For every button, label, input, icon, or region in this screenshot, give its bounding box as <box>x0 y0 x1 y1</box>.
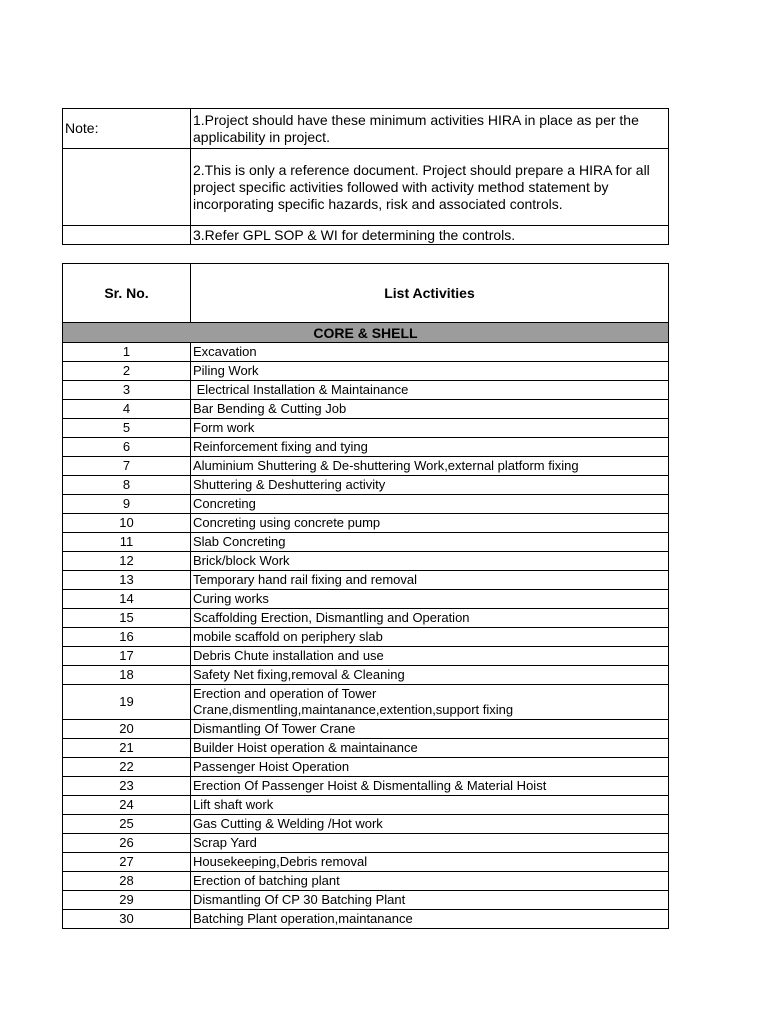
activity-cell: Scrap Yard <box>191 834 669 853</box>
activity-cell: Slab Concreting <box>191 533 669 552</box>
table-row <box>63 419 669 438</box>
sr-no-cell: 24 <box>63 796 191 815</box>
activity-cell: Temporary hand rail fixing and removal <box>191 571 669 590</box>
activities-table <box>62 263 669 929</box>
table-row <box>63 457 669 476</box>
sr-no-cell: 25 <box>63 815 191 834</box>
sr-no-cell: 20 <box>63 720 191 739</box>
activity-cell: Dismantling Of CP 30 Batching Plant <box>191 891 669 910</box>
sr-no-cell: 13 <box>63 571 191 590</box>
activity-cell: Housekeeping,Debris removal <box>191 853 669 872</box>
section-title: CORE & SHELL <box>63 323 669 343</box>
activity-cell: Passenger Hoist Operation <box>191 758 669 777</box>
sr-no-cell: 26 <box>63 834 191 853</box>
table-row <box>63 777 669 796</box>
sr-no-cell: 16 <box>63 628 191 647</box>
table-row <box>63 381 669 400</box>
note-empty-cell <box>63 226 191 245</box>
sr-no-cell: 30 <box>63 910 191 929</box>
table-row <box>63 400 669 419</box>
activity-cell: Gas Cutting & Welding /Hot work <box>191 815 669 834</box>
table-row <box>63 834 669 853</box>
sr-no-cell: 6 <box>63 438 191 457</box>
activity-cell: Electrical Installation & Maintainance <box>191 381 669 400</box>
sr-no-cell: 15 <box>63 609 191 628</box>
activity-cell: Erection of batching plant <box>191 872 669 891</box>
table-row <box>63 609 669 628</box>
activity-cell: Excavation <box>191 343 669 362</box>
activity-cell: Form work <box>191 419 669 438</box>
sr-no-cell: 22 <box>63 758 191 777</box>
sr-no-cell: 8 <box>63 476 191 495</box>
note-label: Note: <box>63 109 191 149</box>
activity-cell: Debris Chute installation and use <box>191 647 669 666</box>
table-row <box>63 343 669 362</box>
table-row <box>63 628 669 647</box>
note-row <box>63 149 669 226</box>
table-row <box>63 685 669 720</box>
table-row <box>63 514 669 533</box>
table-row <box>63 533 669 552</box>
activity-cell: Aluminium Shuttering & De-shuttering Work,external platform fixing <box>191 457 669 476</box>
table-header-row <box>63 264 669 323</box>
sr-no-header: Sr. No. <box>63 264 191 323</box>
table-row <box>63 739 669 758</box>
sr-no-cell: 1 <box>63 343 191 362</box>
activity-cell: Concreting using concrete pump <box>191 514 669 533</box>
sr-no-cell: 10 <box>63 514 191 533</box>
table-row <box>63 647 669 666</box>
sr-no-cell: 14 <box>63 590 191 609</box>
table-row <box>63 666 669 685</box>
table-row <box>63 571 669 590</box>
table-row <box>63 362 669 381</box>
table-row <box>63 438 669 457</box>
activity-cell: Shuttering & Deshuttering activity <box>191 476 669 495</box>
activity-cell: mobile scaffold on periphery slab <box>191 628 669 647</box>
activity-cell: Erection and operation of Tower Crane,dismentling,maintanance,extention,support fixing <box>191 685 669 720</box>
table-row <box>63 910 669 929</box>
sr-no-cell: 7 <box>63 457 191 476</box>
sr-no-cell: 18 <box>63 666 191 685</box>
table-row <box>63 495 669 514</box>
table-row <box>63 853 669 872</box>
activity-cell: Dismantling Of Tower Crane <box>191 720 669 739</box>
sr-no-cell: 5 <box>63 419 191 438</box>
sr-no-cell: 19 <box>63 685 191 720</box>
activity-cell: Safety Net fixing,removal & Cleaning <box>191 666 669 685</box>
table-row <box>63 476 669 495</box>
activity-cell: Lift shaft work <box>191 796 669 815</box>
sr-no-cell: 9 <box>63 495 191 514</box>
list-activities-header: List Activities <box>191 264 669 323</box>
table-row <box>63 720 669 739</box>
sr-no-cell: 2 <box>63 362 191 381</box>
sr-no-cell: 17 <box>63 647 191 666</box>
sr-no-cell: 3 <box>63 381 191 400</box>
note-row <box>63 109 669 149</box>
sr-no-cell: 21 <box>63 739 191 758</box>
table-row <box>63 796 669 815</box>
note-item: 3.Refer GPL SOP & WI for determining the controls. <box>191 226 669 245</box>
sr-no-cell: 23 <box>63 777 191 796</box>
note-item: 2.This is only a reference document. Project should prepare a HIRA for all project specific activities followed with activity method statement by incorporating specific hazards, risk and associated controls. <box>191 149 669 226</box>
sr-no-cell: 28 <box>63 872 191 891</box>
sr-no-cell: 12 <box>63 552 191 571</box>
table-row <box>63 552 669 571</box>
activity-cell: Concreting <box>191 495 669 514</box>
note-row <box>63 226 669 245</box>
table-row <box>63 590 669 609</box>
section-row <box>63 323 669 343</box>
activity-cell: Scaffolding Erection, Dismantling and Operation <box>191 609 669 628</box>
sr-no-cell: 29 <box>63 891 191 910</box>
sr-no-cell: 11 <box>63 533 191 552</box>
activity-cell: Brick/block Work <box>191 552 669 571</box>
notes-table <box>62 108 669 245</box>
table-row <box>63 758 669 777</box>
activity-cell: Batching Plant operation,maintanance <box>191 910 669 929</box>
note-item: 1.Project should have these minimum activities HIRA in place as per the applicability in project. <box>191 109 669 149</box>
activities-table-body <box>63 264 669 929</box>
table-row <box>63 891 669 910</box>
activity-cell: Bar Bending & Cutting Job <box>191 400 669 419</box>
table-row <box>63 815 669 834</box>
sr-no-cell: 4 <box>63 400 191 419</box>
sr-no-cell: 27 <box>63 853 191 872</box>
note-empty-cell <box>63 149 191 226</box>
activity-cell: Builder Hoist operation & maintainance <box>191 739 669 758</box>
activity-cell: Reinforcement fixing and tying <box>191 438 669 457</box>
table-row <box>63 872 669 891</box>
activity-cell: Curing works <box>191 590 669 609</box>
activity-cell: Erection Of Passenger Hoist & Dismentalling & Material Hoist <box>191 777 669 796</box>
activity-cell: Piling Work <box>191 362 669 381</box>
